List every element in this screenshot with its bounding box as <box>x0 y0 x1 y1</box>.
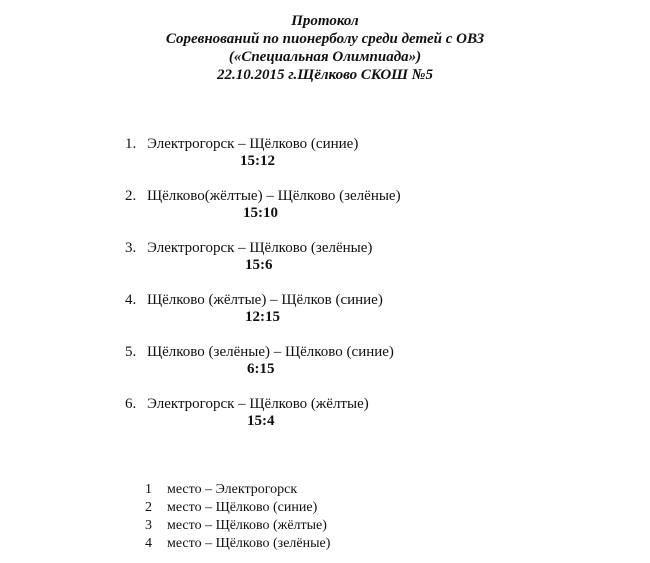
result-item <box>145 499 317 517</box>
place-text: место – Щёлково (жёлтые) <box>167 518 327 533</box>
place-text: место – Электрогорск <box>167 482 298 497</box>
match-teams: Щёлково(жёлтые) – Щёлково (зелёные) <box>147 188 401 204</box>
match-number: 3. <box>125 240 137 256</box>
match-teams: Электрогорск – Щёлково (жёлтые) <box>147 396 369 412</box>
place-number: 2 <box>145 500 152 515</box>
match-number: 5. <box>125 344 137 360</box>
result-item <box>145 517 327 535</box>
match-item <box>125 239 372 257</box>
competition-subtitle: («Специальная Олимпиада») <box>228 49 422 65</box>
result-item <box>145 535 330 553</box>
place-text: место – Щёлково (зелёные) <box>167 536 331 551</box>
match-number: 4. <box>125 292 137 308</box>
match-number: 2. <box>125 188 137 204</box>
match-teams: Щёлково (зелёные) – Щёлково (синие) <box>147 344 394 360</box>
match-item <box>125 187 401 205</box>
place-number: 1 <box>145 482 152 497</box>
match-score: 15:4 <box>247 413 275 429</box>
result-item <box>145 481 297 499</box>
match-item <box>125 291 383 309</box>
match-item <box>125 343 394 361</box>
place-number: 4 <box>145 536 152 551</box>
match-score: 6:15 <box>247 361 275 377</box>
match-score: 15:12 <box>240 153 275 169</box>
match-number: 6. <box>125 396 137 412</box>
match-teams: Щёлково (жёлтые) – Щёлков (синие) <box>147 292 383 308</box>
match-score: 12:15 <box>245 309 280 325</box>
match-score: 15:6 <box>245 257 273 273</box>
competition-name: Соревнований по пионерболу среди детей с ОВЗ <box>165 31 485 47</box>
match-teams: Электрогорск – Щёлково (синие) <box>147 136 359 152</box>
place-number: 3 <box>145 518 152 533</box>
match-item <box>125 135 358 153</box>
protocol-title: Протокол <box>291 13 359 29</box>
place-text: место – Щёлково (синие) <box>167 500 318 515</box>
date-venue: 22.10.2015 г.Щёлково СКОШ №5 <box>216 67 434 83</box>
match-score: 15:10 <box>243 205 278 221</box>
match-teams: Электрогорск – Щёлково (зелёные) <box>147 240 373 256</box>
match-number: 1. <box>125 136 137 152</box>
match-item <box>125 395 369 413</box>
